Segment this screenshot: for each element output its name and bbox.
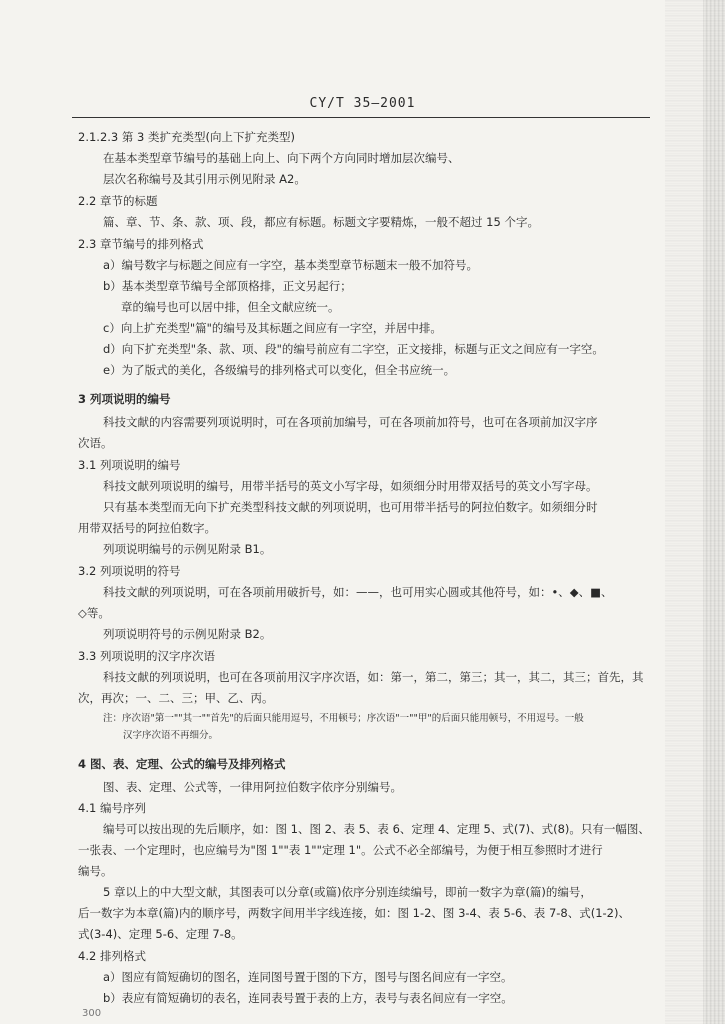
paragraph-line: 科技文献的内容需要列项说明时，可在各项前加编号，可在各项前加符号，也可在各项前加汉字序	[103, 415, 598, 429]
paragraph-line: ◇等。	[78, 606, 110, 620]
paragraph-line: 一张表、一个定理时，也应编号为"图 1""表 1""定理 1"。公式不必全部编号，为便于相互参照时才进行	[78, 843, 603, 857]
paragraph-line: 科技文献的列项说明，可在各项前用破折号，如：——，也可用实心圆或其他符号，如：•、◆、■、	[103, 585, 613, 599]
section-4-2-heading: 4.2 排列格式	[78, 949, 146, 963]
paragraph-line: 层次名称编号及其引用示例见附录 A2。	[103, 172, 306, 186]
paragraph-line: 科技文献的列项说明，也可在各项前用汉字序次语，如：第一，第二，第三；其一，其二，其三；首先，其	[103, 670, 644, 684]
list-item: b）表应有简短确切的表名，连同表号置于表的上方，表号与表名间应有一字空。	[103, 991, 513, 1005]
paragraph-line: 次语。	[78, 436, 113, 450]
paragraph-line: 式(3-4)、定理 5-6、定理 7-8。	[78, 927, 243, 941]
list-item: e）为了版式的美化，各级编号的排列格式可以变化，但全书应统一。	[103, 363, 456, 377]
paragraph-line: 编号可以按出现的先后顺序，如：图 1、图 2、表 5、表 6、定理 4、定理 5、式(7)、式(8)。只有一幅图、	[103, 822, 650, 836]
note-line: 注：序次语"第一""其一""首先"的后面只能用逗号，不用顿号；序次语"一""甲"的后面只能用顿号，不用逗号。一般	[103, 713, 584, 724]
paragraph-line: 后一数字为本章(篇)内的顺序号，两数字间用半字线连接，如：图 1-2、图 3-4、表 5-6、表 7-8、式(1-2)、	[78, 906, 630, 920]
paragraph-line: 列项说明符号的示例见附录 B2。	[103, 627, 272, 641]
paragraph-line: 5 章以上的中大型文献，其图表可以分章(或篇)依序分别连续编号，即前一数字为章(篇)的编号，	[103, 885, 592, 899]
section-3-1-heading: 3.1 列项说明的编号	[78, 458, 181, 472]
list-item: d）向下扩充类型"条、款、项、段"的编号前应有二字空，正文接排，标题与正文之间应有一字空。	[103, 342, 604, 356]
list-item: c）向上扩充类型"篇"的编号及其标题之间应有一字空，并居中排。	[103, 321, 442, 335]
section-3-2-heading: 3.2 列项说明的符号	[78, 564, 181, 578]
section-2-2-heading: 2.2 章节的标题	[78, 194, 158, 208]
paragraph-line: 次，再次；一、二、三；甲、乙、丙。	[78, 691, 274, 705]
paragraph-line: 科技文献列项说明的编号，用带半括号的英文小写字母，如须细分时用带双括号的英文小写字母。	[103, 479, 598, 493]
header-rule	[72, 117, 650, 118]
paragraph-line: 列项说明编号的示例见附录 B1。	[103, 542, 272, 556]
paragraph-line: 用带双括号的阿拉伯数字。	[78, 521, 216, 535]
paragraph-line: 章的编号也可以居中排，但全文献应统一。	[121, 300, 340, 314]
paragraph-line: 编号。	[78, 864, 113, 878]
section-3-3-heading: 3.3 列项说明的汉字序次语	[78, 649, 215, 663]
paragraph-line: 图、表、定理、公式等，一律用阿拉伯数字依序分别编号。	[103, 780, 402, 794]
section-3-heading: 3 列项说明的编号	[78, 392, 171, 406]
paragraph-line: 只有基本类型而无向下扩充类型科技文献的列项说明，也可用带半括号的阿拉伯数字。如须细分时	[103, 500, 598, 514]
paragraph-line: 篇、章、节、条、款、项、段，都应有标题。标题文字要精炼，一般不超过 15 个字。	[103, 215, 539, 229]
section-4-1-heading: 4.1 编号序列	[78, 801, 146, 815]
list-item: b）基本类型章节编号全部顶格排，正文另起行；	[103, 279, 352, 293]
list-item: a）图应有简短确切的图名，连同图号置于图的下方，图号与图名间应有一字空。	[103, 970, 513, 984]
note-line: 汉字序次语不再细分。	[123, 730, 219, 741]
section-4-heading: 4 图、表、定理、公式的编号及排列格式	[78, 757, 286, 771]
section-2-1-2-3-heading: 2.1.2.3 第 3 类扩充类型(向上下扩充类型)	[78, 130, 295, 144]
section-2-3-heading: 2.3 章节编号的排列格式	[78, 237, 204, 251]
scan-edge-border	[703, 0, 725, 1024]
list-item: a）编号数字与标题之间应有一字空，基本类型章节标题末一般不加符号。	[103, 258, 479, 272]
page-number: 300	[82, 1008, 102, 1019]
paragraph-line: 在基本类型章节编号的基础上向上、向下两个方向同时增加层次编号、	[103, 151, 460, 165]
running-header: CY/T 35—2001	[309, 96, 416, 111]
